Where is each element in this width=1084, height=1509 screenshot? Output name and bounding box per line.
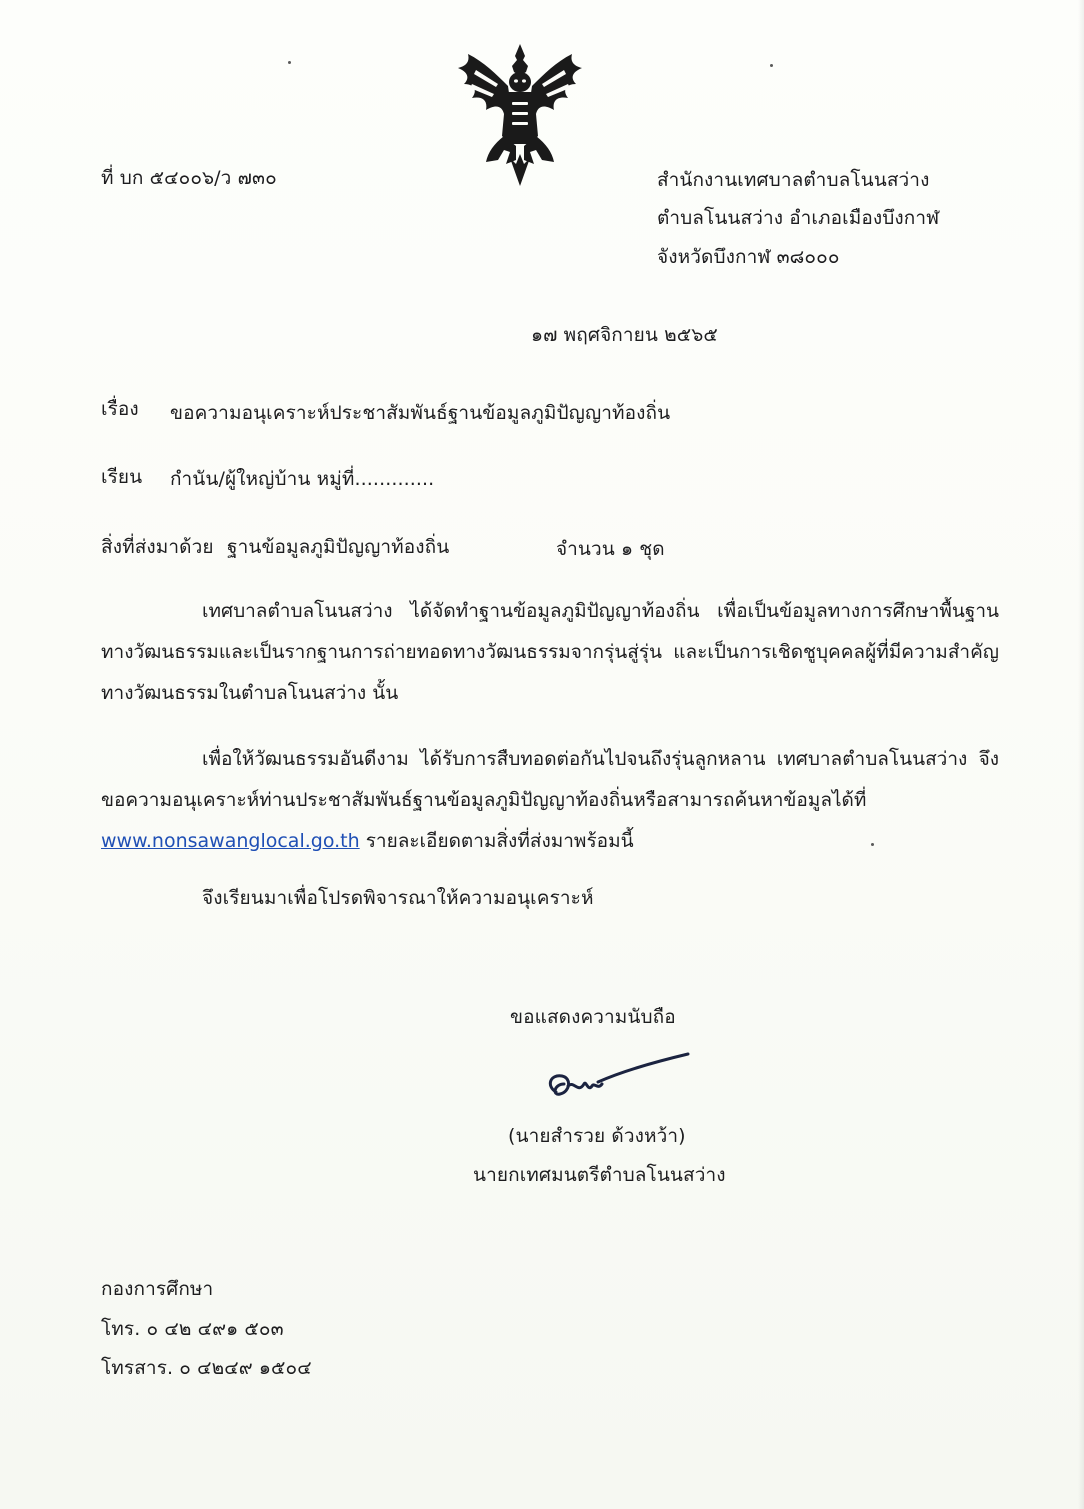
body-paragraph-2-text: เพื่อให้วัฒนธรรมอันดีงาม ได้รับการสืบทอดต่อกันไปจนถึงรุ่นลูกหลาน เทศบาลตำบลโนนสว่าง จึงขอความอนุเคราะห์ท่านประชาสัมพันธ์ฐานข้อมูลภูมิปัญญาท้องถิ่นหรือสามารถค้นหาข้อมูลได้ที่ — [101, 748, 999, 811]
footer-fax: โทรสาร. ๐ ๔๒๔๙ ๑๕๐๔ — [101, 1357, 312, 1379]
reference-number: ที่ บก ๕๔๐๐๖/ว ๗๓๐ — [101, 167, 277, 189]
footer-department: กองการศึกษา — [101, 1278, 214, 1300]
body-paragraph-3: จึงเรียนมาเพื่อโปรดพิจารณาให้ความอนุเคราะห์ — [202, 887, 594, 909]
recipient-label: เรียน — [101, 466, 143, 488]
body-paragraph-2 — [101, 739, 999, 862]
letter-date: ๑๗ พฤศจิกายน ๒๕๖๕ — [531, 324, 718, 346]
signature-icon — [536, 1046, 696, 1110]
paper-speck — [770, 64, 773, 67]
body-paragraph-1-text: เทศบาลตำบลโนนสว่าง ได้จัดทำฐานข้อมูลภูมิปัญญาท้องถิ่น เพื่อเป็นข้อมูลทางการศึกษาพื้นฐานทางวัฒนธรรมและเป็นรากฐานการถ่ายทอดทางวัฒนธรรมจากรุ่นสู่รุ่น และเป็นการเชิดชูบุคคลผู้ที่มีความสำคัญทางวัฒนธรรมในตำบลโนนสว่าง นั้น — [101, 600, 999, 704]
body-paragraph-1 — [101, 591, 999, 714]
signer-title: นายกเทศมนตรีตำบลโนนสว่าง — [473, 1164, 726, 1186]
enclosure-item: ฐานข้อมูลภูมิปัญญาท้องถิ่น — [227, 536, 450, 558]
subject-label: เรื่อง — [101, 398, 139, 420]
body-paragraph-2-tail: รายละเอียดตามสิ่งที่ส่งมาพร้อมนี้ — [359, 830, 634, 852]
enclosure-label: สิ่งที่ส่งมาด้วย — [101, 536, 214, 558]
office-address-line3: จังหวัดบึงกาฬ ๓๘๐๐๐ — [657, 246, 840, 268]
website-link[interactable]: www.nonsawanglocal.go.th — [101, 830, 360, 852]
enclosure-quantity: จำนวน ๑ ชุด — [556, 538, 665, 560]
office-address-line2: ตำบลโนนสว่าง อำเภอเมืองบึงกาฬ — [657, 207, 940, 229]
closing-regards: ขอแสดงความนับถือ — [510, 1006, 676, 1028]
paper-speck — [288, 61, 291, 64]
signer-name: (นายสำรวย ด้วงหว้า) — [508, 1125, 686, 1147]
office-address-line1: สำนักงานเทศบาลตำบลโนนสว่าง — [657, 169, 930, 191]
subject-text: ขอความอนุเคราะห์ประชาสัมพันธ์ฐานข้อมูลภูมิปัญญาท้องถิ่น — [170, 402, 671, 424]
recipient-text: กำนัน/ผู้ใหญ่บ้าน หมู่ที่............. — [170, 468, 435, 490]
footer-phone: โทร. ๐ ๔๒ ๔๙๑ ๕๐๓ — [101, 1318, 284, 1340]
garuda-emblem-icon — [446, 40, 594, 188]
